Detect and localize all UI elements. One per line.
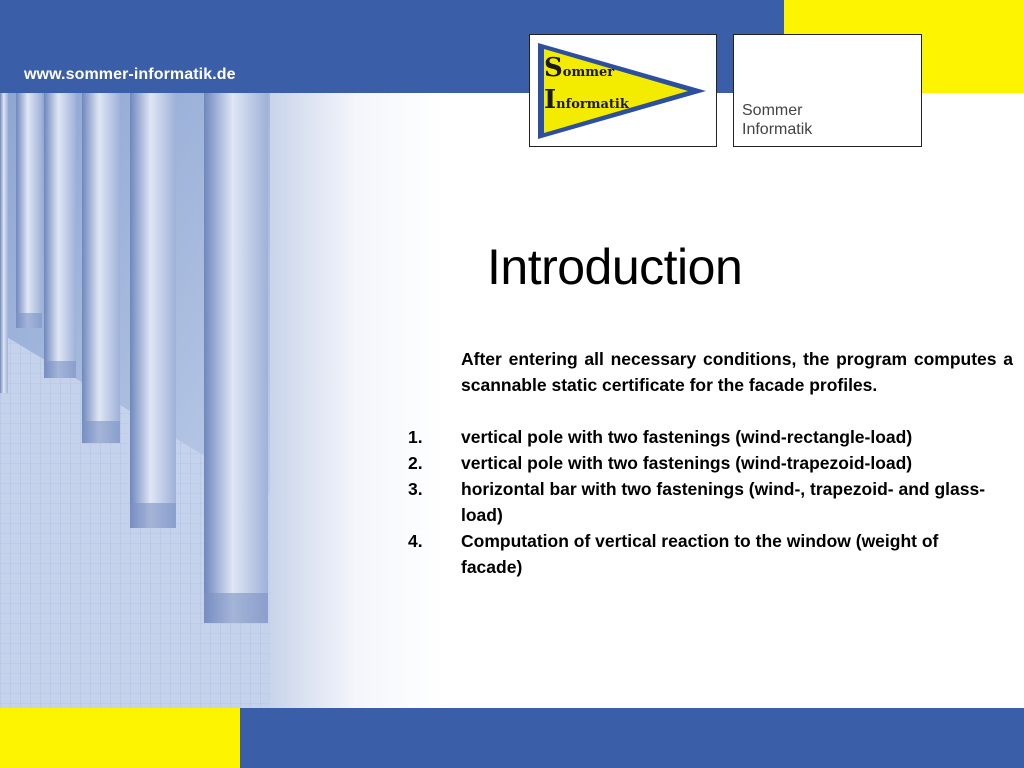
list-number: 2. <box>408 453 423 473</box>
pennant-line1 <box>544 53 614 83</box>
list-item <box>408 476 1013 528</box>
list-item <box>408 424 1013 450</box>
list-text: vertical pole with two fastenings (wind-trapezoid-load) <box>461 453 913 473</box>
slide-content <box>408 346 1013 580</box>
list-text: Computation of vertical reaction to the window (weight of facade) <box>461 531 939 577</box>
pennant-rest-nformatik: nformatik <box>556 97 629 112</box>
colonnade-photo <box>0 93 444 708</box>
pennant-initial-s: S <box>544 53 563 83</box>
text-logo-line1: Sommer <box>742 102 803 119</box>
list-number: 4. <box>408 531 423 551</box>
bottom-blue-band <box>240 708 1024 768</box>
pennant-initial-i: I <box>544 85 557 115</box>
pennant-logo <box>529 34 717 147</box>
website-url[interactable]: www.sommer-informatik.de <box>24 66 236 83</box>
intro-paragraph: After entering all necessary conditions, the program computes a scannable static certificate for the facade profiles. <box>461 349 1013 395</box>
text-logo-line2: Informatik <box>742 121 813 138</box>
feature-list <box>408 424 1013 580</box>
text-logo-label <box>742 101 812 139</box>
pennant-line2 <box>544 85 629 115</box>
slide-title: Introduction <box>487 239 743 295</box>
list-text: horizontal bar with two fastenings (wind-, trapezoid- and glass-load) <box>461 479 986 525</box>
list-text: vertical pole with two fastenings (wind-rectangle-load) <box>461 427 913 447</box>
list-number: 3. <box>408 479 423 499</box>
pennant-rest-ommer: ommer <box>562 65 615 80</box>
bottom-yellow-block <box>0 708 240 768</box>
text-logo <box>733 34 922 147</box>
list-item <box>408 450 1013 476</box>
list-item <box>408 528 1013 580</box>
list-number: 1. <box>408 427 423 447</box>
